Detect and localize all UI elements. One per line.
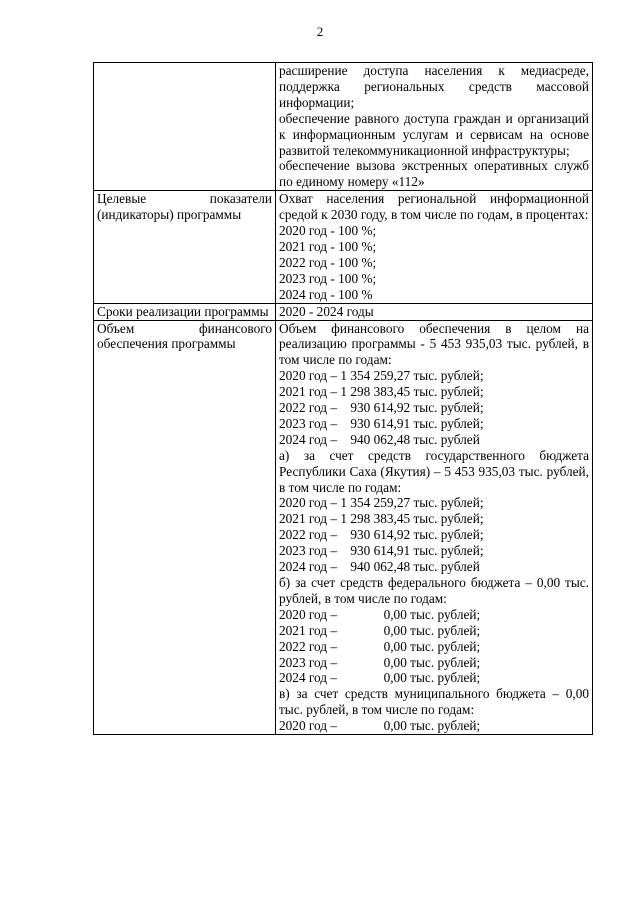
table-row [94, 303, 593, 320]
content-line: 2020 год – 1 354 259,27 тыс. рублей; [279, 368, 484, 384]
row-label-text: Сроки реализации программы [97, 303, 269, 319]
content-line: 2023 год – 0,00 тыс. рублей; [279, 654, 481, 670]
table-row [94, 63, 593, 191]
row-content [276, 303, 593, 320]
content-line: 2024 год - 100 % [279, 286, 373, 302]
content-line: 2024 год – 940 062,48 тыс. рублей [279, 431, 480, 447]
row-label [94, 191, 276, 303]
passport-table [93, 62, 593, 735]
content-line: 2021 год – 0,00 тыс. рублей; [279, 622, 481, 638]
row-label-text: Объем финансового обеспечения программы [97, 320, 272, 352]
content-line: 2023 год - 100 %; [279, 270, 377, 286]
content-line: 2020 год – 1 354 259,27 тыс. рублей; [279, 495, 484, 511]
content-line: 2022 год – 930 614,92 тыс. рублей; [279, 527, 484, 543]
row-label [94, 303, 276, 320]
content-line: 2020 - 2024 годы [279, 303, 374, 319]
content-paragraph: Объем финансового обеспечения в целом на реализацию программы - 5 453 935,03 тыс. рублей, в том числе по годам: [279, 320, 589, 368]
row-content [276, 191, 593, 303]
content-line: 2022 год – 0,00 тыс. рублей; [279, 638, 481, 654]
content-line: 2021 год – 1 298 383,45 тыс. рублей; [279, 511, 484, 527]
content-line: 2021 год - 100 %; [279, 238, 377, 254]
content-paragraph: в) за счет средств муниципального бюджета – 0,00 тыс. рублей, в том числе по годам: [279, 686, 589, 718]
table-row [94, 320, 593, 735]
content-paragraph: расширение доступа населения к медиасреде, поддержка региональных средств массовой информации; [279, 63, 589, 110]
content-paragraph: а) за счет средств государственного бюджета Республики Саха (Якутия) – 5 453 935,03 тыс. рублей, в том числе по годам: [279, 447, 589, 495]
row-content [276, 320, 593, 735]
table-row [94, 191, 593, 303]
content-line: 2020 год - 100 %; [279, 223, 377, 239]
content-paragraph: обеспечение равного доступа граждан и организаций к информационным услугам и сервисам на основе развитой телекоммуникационной инфраструктуры; [279, 110, 589, 158]
page-number: 2 [316, 24, 324, 39]
content-paragraph: Охват населения региональной информационной средой к 2030 году, в том числе по годам, в процентах: [279, 191, 589, 223]
content-line: 2024 год – 0,00 тыс. рублей; [279, 670, 481, 686]
content-line: 2020 год – 0,00 тыс. рублей; [279, 606, 481, 622]
content-line: 2021 год – 1 298 383,45 тыс. рублей; [279, 384, 484, 400]
content-line: 2022 год – 930 614,92 тыс. рублей; [279, 400, 484, 416]
content-line: 2023 год – 930 614,91 тыс. рублей; [279, 543, 484, 559]
content-line: 2022 год - 100 %; [279, 254, 377, 270]
content-paragraph: обеспечение вызова экстренных оперативных служб по единому номеру «112» [279, 158, 589, 190]
content-line: 2023 год – 930 614,91 тыс. рублей; [279, 415, 484, 431]
content-line: 2020 год – 0,00 тыс. рублей; [279, 718, 481, 734]
content-line: 2024 год – 940 062,48 тыс. рублей [279, 559, 480, 575]
row-label-text: Целевые показатели (индикаторы) программы [97, 191, 272, 223]
row-label [94, 63, 276, 191]
row-content [276, 63, 593, 191]
row-label [94, 320, 276, 735]
content-paragraph: б) за счет средств федерального бюджета – 0,00 тыс. рублей, в том числе по годам: [279, 575, 589, 606]
